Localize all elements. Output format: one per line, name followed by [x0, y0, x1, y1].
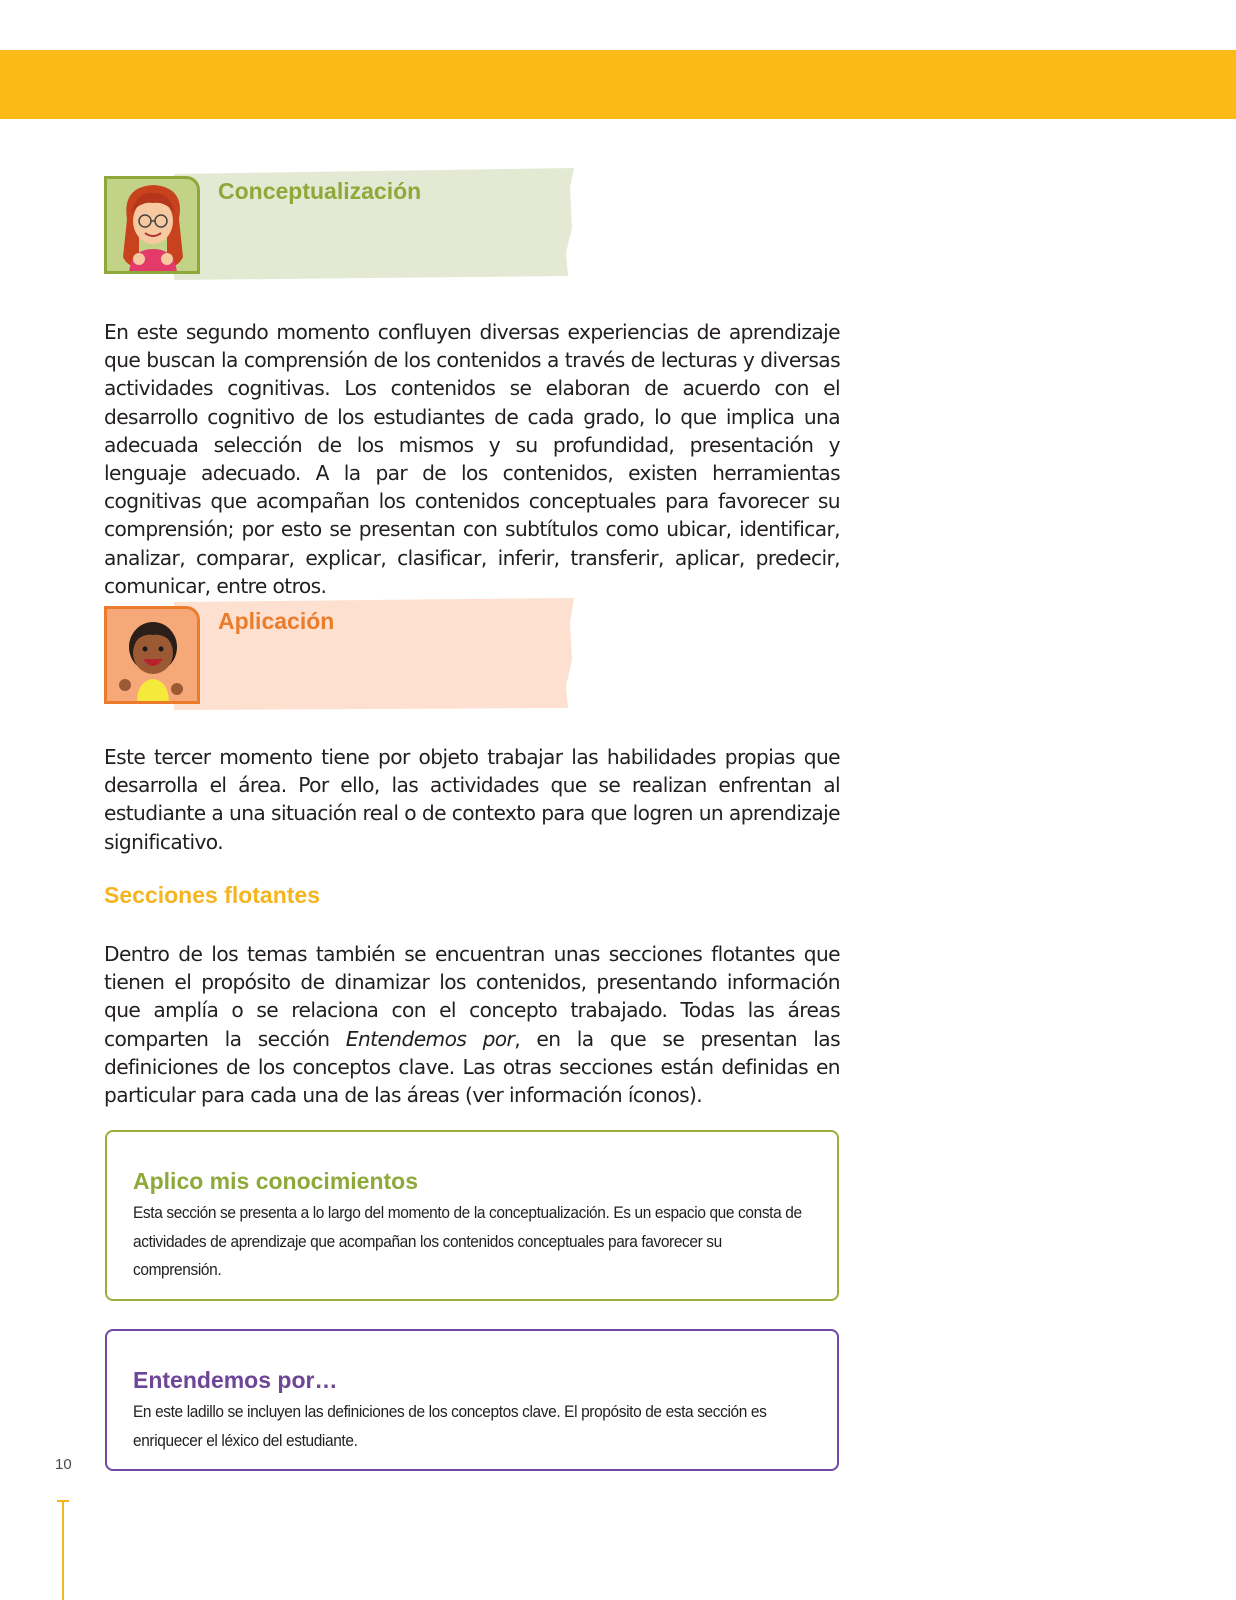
conceptualizacion-header: [104, 168, 584, 283]
paragraph-text-start: Dentro de los temas también se encuentran unas secciones flotantes que tienen el propósito de dinamizar los contenidos, presentando información que amplía o se relaciona con el concepto trabajado. Todas las áreas comparten la sección: [104, 942, 840, 1051]
secciones-flotantes-paragraph: [104, 940, 840, 1109]
page-number: 10: [55, 1456, 72, 1473]
aplico-conocimientos-box: [105, 1130, 839, 1301]
aplicacion-title: Aplicación: [218, 608, 335, 634]
aplico-conocimientos-text: Esta sección se presenta a lo largo del momento de la conceptualización. Es un espacio que consta de actividades de aprendizaje que acompañan los contenidos conceptuales para favorecer su comprensión.: [133, 1203, 802, 1279]
entendemos-por-box: [105, 1329, 839, 1471]
entendemos-por-text: En este ladillo se incluyen las definiciones de los conceptos clave. El propósito de esta sección es enriquecer el léxico del estudiante.: [133, 1402, 767, 1450]
conceptualizacion-paragraph: En este segundo momento confluyen diversas experiencias de aprendizaje que buscan la comprensión de los contenidos a través de lecturas y diversas actividades cognitivas. Los contenidos se elaboran de acuerdo con el desarrollo cognitivo de los estudiantes de cada grado, lo que implica una adecuada selección de los mismos y su profundidad, presentación y lenguaje adecuado. A la par de los contenidos, existen herramientas cognitivas que acompañan los contenidos conceptuales para favorecer su comprensión; por esto se presentan con subtítulos como ubicar, identificar, analizar, comparar, explicar, clasificar, inferir, transferir, aplicar, predecir, comunicar, entre otros.: [104, 320, 840, 598]
boy-avatar-icon: [104, 606, 200, 704]
entendemos-por-title: Entendemos por…: [133, 1367, 338, 1393]
aplico-conocimientos-title: Aplico mis conocimientos: [133, 1168, 418, 1194]
aplicacion-paragraph: Este tercer momento tiene por objeto trabajar las habilidades propias que desarrolla el área. Por ello, las actividades que se realizan enfrentan al estudiante a una situación real o de contexto para que logren un aprendizaje significativo.: [104, 745, 840, 854]
paragraph-text-end: , en la que se presentan las definiciones de los conceptos clave. Las otras secciones están definidas en particular para cada una de las áreas (ver información íconos).: [104, 1026, 840, 1108]
aplicacion-header: [104, 598, 584, 713]
side-rule: [62, 1500, 64, 1600]
secciones-flotantes-heading: Secciones flotantes: [104, 882, 321, 908]
paragraph-emphasis: Entendemos por: [345, 1026, 515, 1051]
conceptualizacion-title: Conceptualización: [218, 178, 422, 204]
top-color-bar: [0, 50, 1236, 119]
girl-avatar-icon: [104, 176, 200, 274]
